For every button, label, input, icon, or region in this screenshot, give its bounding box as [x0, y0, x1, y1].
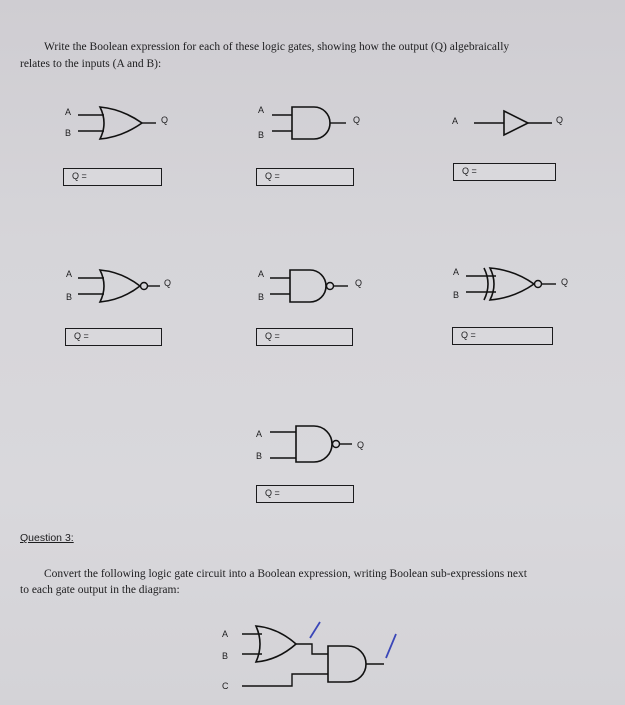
input-b-label: B: [66, 292, 73, 302]
input-a-label: A: [452, 116, 459, 126]
input-a-label: A: [66, 269, 73, 279]
answer-box-nand[interactable]: Q =: [256, 328, 353, 346]
xnor-gate-diagram: [450, 264, 575, 304]
output-q-label: Q: [561, 277, 569, 287]
input-b-label: B: [222, 651, 229, 661]
nor-gate-diagram: [64, 266, 179, 306]
answer-box-and[interactable]: Q =: [256, 168, 354, 186]
input-b-label: B: [256, 451, 263, 461]
output-q-label: Q: [355, 278, 363, 288]
question-3-line-2: to each gate output in the diagram:: [20, 584, 180, 596]
input-a-label: A: [258, 105, 265, 115]
answer-box-nor[interactable]: Q =: [65, 328, 162, 346]
input-a-label: A: [453, 267, 460, 277]
output-q-label: Q: [357, 440, 365, 450]
answer-box-xnor[interactable]: Q =: [452, 327, 553, 345]
and-gate-diagram: [258, 103, 368, 143]
input-a-label: A: [65, 107, 72, 117]
answer-box-buffer[interactable]: Q =: [453, 163, 556, 181]
input-b-label: B: [65, 128, 72, 138]
input-b-label: B: [258, 292, 265, 302]
or-gate-diagram: [64, 103, 174, 143]
output-q-label: Q: [353, 115, 361, 125]
question-3-heading: Question 3:: [20, 532, 74, 544]
instructions-line-1: Write the Boolean expression for each of these logic gates, showing how the output (Q) algebraically: [44, 41, 510, 53]
input-a-label: A: [258, 269, 265, 279]
input-a-label: A: [256, 429, 263, 439]
output-q-label: Q: [556, 115, 564, 125]
answer-box-or[interactable]: Q =: [63, 168, 162, 186]
input-a-label: A: [222, 629, 229, 639]
input-b-label: B: [258, 130, 265, 140]
output-q-label: Q: [161, 115, 169, 125]
output-q-label: Q: [164, 278, 172, 288]
input-b-label: B: [453, 290, 460, 300]
instructions-line-2: relates to the inputs (A and B):: [20, 58, 162, 70]
buffer-gate-diagram: [452, 103, 572, 143]
question-3-line-1: Convert the following logic gate circuit into a Boolean expression, writing Boolean sub-expressions next: [44, 568, 527, 580]
answer-box-nand-2[interactable]: Q =: [256, 485, 354, 503]
combined-circuit-diagram: [216, 620, 416, 700]
nand-gate-diagram-2: [256, 424, 371, 468]
input-c-label: C: [222, 681, 229, 691]
nand-gate-diagram: [256, 266, 371, 306]
